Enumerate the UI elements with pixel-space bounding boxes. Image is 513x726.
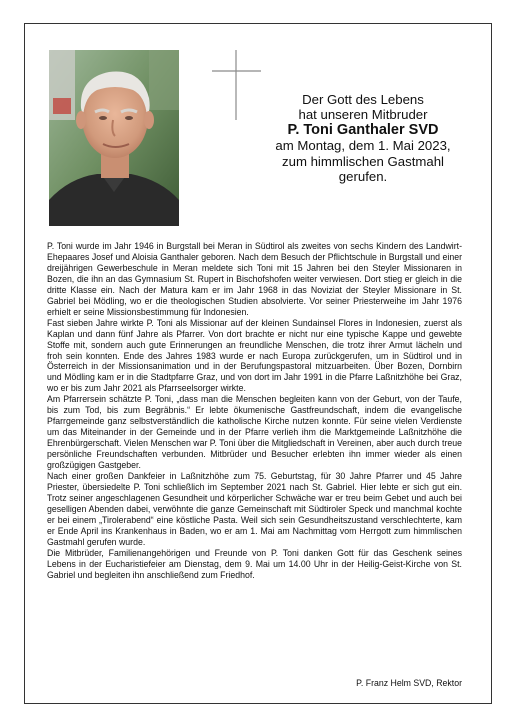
paragraph-funeral: Die Mitbrüder, Familienangehörigen und Freunde von P. Toni danken Gott für das Geschenk seines Lebens in der Eucharistiefeier am Dienstag, dem 9. Mai um 14.00 Uhr in der Heilig-Geist-Kirche von St. Gabriel und begleiten ihn anschließend zum Friedhof. bbox=[47, 547, 462, 580]
heading-line-4: am Montag, dem 1. Mai 2023, bbox=[275, 138, 451, 154]
paragraph-pastoral: Am Pfarrersein schätzte P. Toni, „dass man die Menschen begleiten kann von der Geburt, von der Taufe, bis zum Tod, bis zum Begräbnis.“ Er lebte ökumenische Gastfreundschaft, indem die evangelische Pfarrgemeinde ganz selbstverständlich die katholische Kirche nutzen konnte. Für seine vielen Verdienste um das Miteinander in der Gemeinde und in der Pfarre verlieh ihm die Marktgemeinde Laßnitzhöhe die Ehrenbürgerschaft. Vielen Menschen war P. Toni über die Mitgliedschaft in Vereinen, aber auch durch treue persönliche Freundschaften verbunden. Mitbrüder und Besucher erlebten ihn immer wieder als einen großzügigen Gastgeber. bbox=[47, 394, 462, 471]
heading-line-5: zum himmlischen Gastmahl bbox=[282, 153, 444, 169]
portrait-photo bbox=[49, 50, 179, 226]
heading-line-6: gerufen. bbox=[338, 168, 388, 184]
paragraph-final-years: Nach einer großen Dankfeier in Laßnitzhöhe zum 75. Geburtstag, für 30 Jahre Pfarrer und 45 Jahre Priester, übersiedelte P. Toni schließlich im September 2021 nach St. Gabriel. Hier lebte er sich gut ein. Trotz seiner angeschlagenen Gesundheit und körperlicher Schwäche war er treu beim Gebet und auch bei geselligen Abenden dabei, verwöhnte die ganze Gemeinschaft mit Südtiroler Speck und manchmal kochte er bei einem „Tirolerabend“ eine köstliche Pasta. Weil sich sein Gesundheitszustand verschlechterte, kam er Ende April ins Krankenhaus in Baden, wo er am 1. Mai am Nachmittag vom Herrgott zum himmlischen Gastmahl gerufen wurde. bbox=[47, 471, 462, 547]
heading-line-1: Der Gott des Lebens bbox=[302, 92, 424, 107]
paragraph-mission: Fast sieben Jahre wirkte P. Toni als Missionar auf der kleinen Sundainsel Flores in Indonesien, zuerst als Kaplan und dann fünf Jahre als Pfarrer. Von dort brachte er nicht nur eine typische Kappe und gewebte Stoffe mit, sondern auch gute Erinnerungen an freundliche Menschen, die trotz ihrer Armut lächeln und froh sein konnten. Ende des Jahres 1983 wurde er nach Europa zurückgerufen, um in Südtirol und in Österreich in der Missionsanimation und in der Berufungspastoral mitzuarbeiten. Über Bozen, Dornbirn und Mödling kam er in die Stadtpfarre Graz, und von dort im Jahr 1991 in die Pfarre Laßnitzhöhe bei Graz, wo er bis zum Jahr 2021 als Pfarrseelsorger wirkte. bbox=[47, 317, 462, 394]
obituary-body bbox=[47, 241, 462, 581]
heading-line-2: hat unseren Mitbruder bbox=[298, 107, 428, 123]
paragraph-biography: P. Toni wurde im Jahr 1946 in Burgstall bei Meran in Südtirol als zweites von sechs Kindern des Landwirt-Ehepaares Josef und Aloisia Ganthaler geboren. Nach dem Besuch der Pflichtschule in Burgstall und einer dreijährigen Gewerbeschule in Meran meldete sich Toni mit 15 Jahren bei den Steyler Missionaren in Bozen, die ihn an das Gymnasium St. Rupert in Bischofshofen weiter verwiesen. Dort stieg er gleich in die dritte Klasse ein. Nach der Matura kam er im Jahr 1968 in das Noviziat der Steyler Missionare in St. Gabriel bei Mödling, wo er die theologischen Studien absolvierte. Vor seiner Priesterweihe im Jahr 1976 erhielt er seine Missionsbestimmung für Indonesien. bbox=[47, 241, 462, 317]
obituary-heading bbox=[250, 92, 476, 184]
signature: P. Franz Helm SVD, Rektor bbox=[356, 678, 462, 688]
deceased-name: P. Toni Ganthaler SVD bbox=[287, 122, 439, 139]
